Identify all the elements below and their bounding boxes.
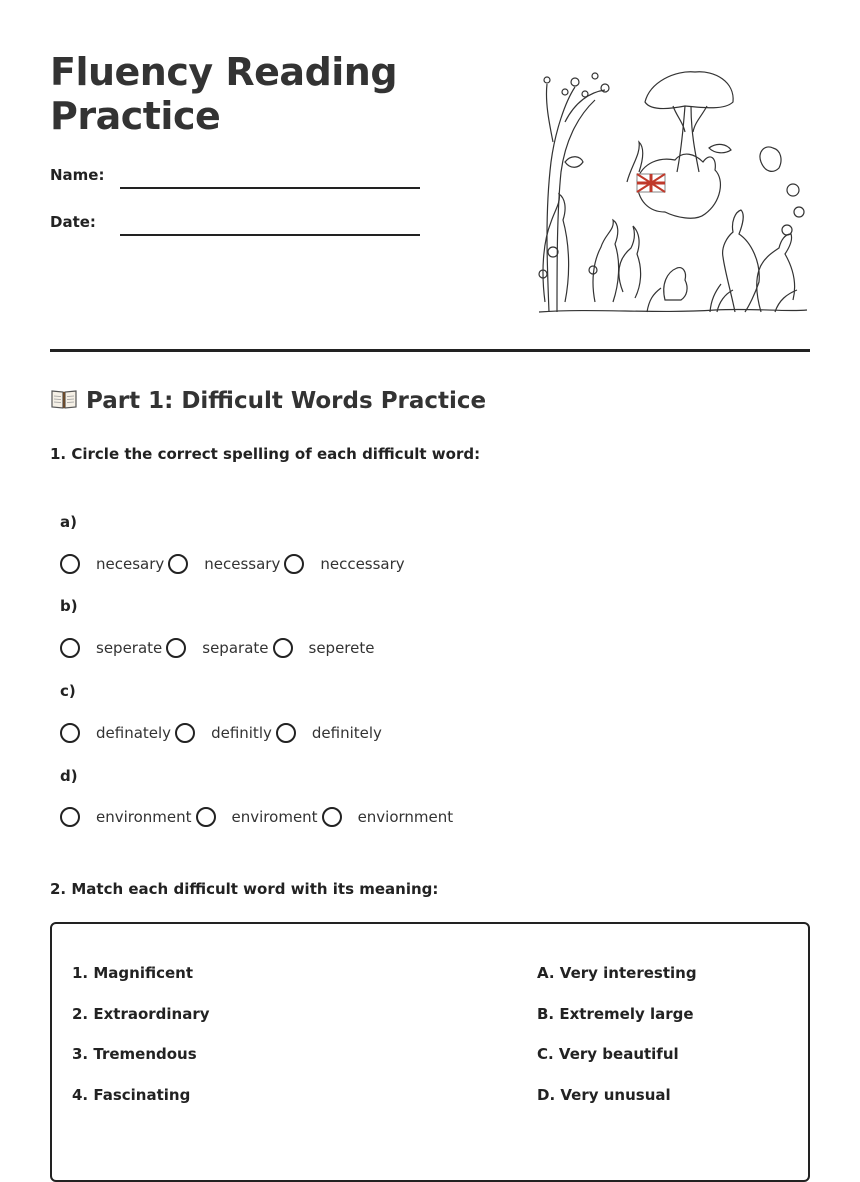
options-row-b [60, 635, 378, 661]
option-label: environment [96, 808, 192, 826]
radio-option[interactable] [273, 638, 293, 658]
name-label: Name: [50, 166, 105, 184]
radio-option[interactable] [175, 723, 195, 743]
match-word[interactable]: 4. Fascinating [72, 1086, 191, 1104]
option-label: necesary [96, 555, 165, 573]
radio-option[interactable] [322, 807, 342, 827]
option-label: definately [96, 724, 172, 742]
option-label: neccessary [320, 555, 405, 573]
radio-option[interactable] [166, 638, 186, 658]
option-label: definitely [311, 724, 382, 742]
matching-box [50, 922, 810, 1182]
options-row-d [60, 804, 457, 830]
radio-option[interactable] [168, 554, 188, 574]
option-label: separate [202, 639, 269, 657]
name-field-line[interactable] [120, 187, 420, 189]
option-label: seperate [96, 639, 163, 657]
date-label: Date: [50, 213, 96, 231]
worksheet-title: Fluency Reading Practice [50, 50, 398, 138]
match-meaning[interactable]: B. Extremely large [537, 1005, 694, 1023]
section-divider [50, 349, 810, 352]
radio-option[interactable] [284, 554, 304, 574]
radio-option[interactable] [60, 723, 80, 743]
open-book-icon [50, 388, 78, 410]
item-letter-b: b) [60, 597, 78, 615]
option-label: enviornment [357, 808, 454, 826]
option-label: seperete [308, 639, 375, 657]
radio-option[interactable] [60, 554, 80, 574]
match-meaning[interactable]: C. Very beautiful [537, 1045, 679, 1063]
match-meaning[interactable]: D. Very unusual [537, 1086, 671, 1104]
options-row-a [60, 551, 409, 577]
item-letter-c: c) [60, 682, 76, 700]
item-letter-a: a) [60, 513, 77, 531]
option-label: necessary [204, 555, 281, 573]
match-word[interactable]: 1. Magnificent [72, 964, 193, 982]
radio-option[interactable] [60, 638, 80, 658]
australia-animals-illustration [535, 62, 810, 317]
item-letter-d: d) [60, 767, 78, 785]
match-word[interactable]: 3. Tremendous [72, 1045, 197, 1063]
radio-option[interactable] [196, 807, 216, 827]
radio-option[interactable] [276, 723, 296, 743]
question1-heading: 1. Circle the correct spelling of each difficult word: [50, 445, 481, 463]
option-label: definitly [211, 724, 272, 742]
date-field-line[interactable] [120, 234, 420, 236]
part1-title-text: Part 1: Difficult Words Practice [86, 388, 487, 414]
part1-title [50, 388, 486, 414]
options-row-c [60, 720, 386, 746]
question2-heading: 2. Match each difficult word with its meaning: [50, 880, 439, 898]
match-word[interactable]: 2. Extraordinary [72, 1005, 210, 1023]
match-meaning[interactable]: A. Very interesting [537, 964, 697, 982]
option-label: enviroment [231, 808, 318, 826]
radio-option[interactable] [60, 807, 80, 827]
